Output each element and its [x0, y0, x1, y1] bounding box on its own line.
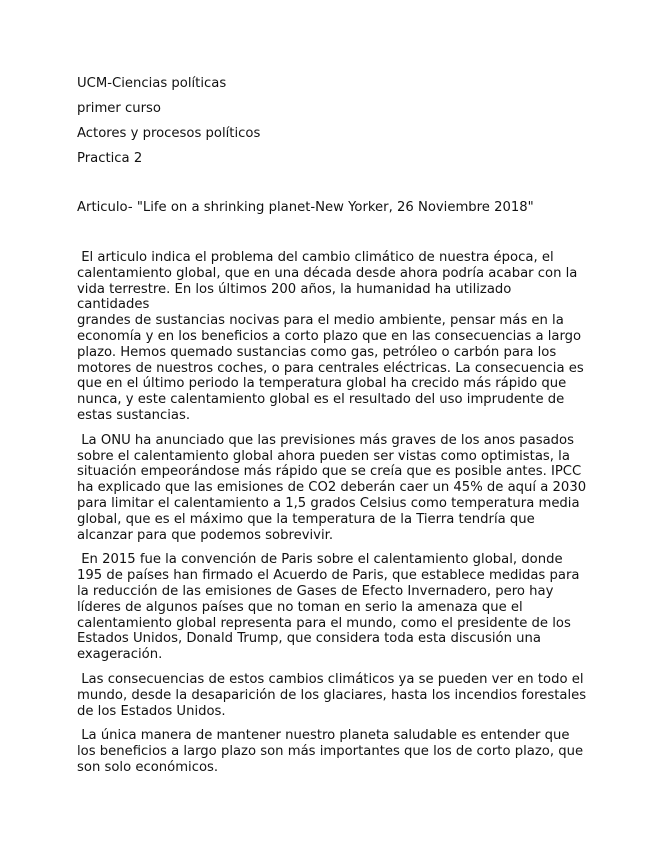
header-subject: Actores y procesos políticos	[77, 126, 261, 141]
header-course: primer curso	[77, 101, 161, 116]
body-text	[77, 250, 587, 785]
header-university: UCM-Ciencias políticas	[77, 76, 227, 91]
paragraph-4: Las consecuencias de estos cambios climáticos ya se pueden ver en todo el mundo, desde la desaparición de los glaciares, hasta los incendios forestales de los Estados Unidos.	[77, 671, 587, 719]
paragraph-5: La única manera de mantener nuestro planeta saludable es entender que los beneficios a largo plazo son más importantes que los de corto plazo, que son solo económicos.	[77, 728, 584, 775]
article-reference: Articulo- "Life on a shrinking planet-New Yorker, 26 Noviembre 2018"	[77, 200, 534, 215]
paragraph-2: La ONU ha anunciado que las previsiones más graves de los anos pasados sobre el calentamiento global ahora pueden ser vistas como optimistas, la situación empeorándose más rápido que se creía que es posible antes. IPCC ha explicado que las emisiones de CO2 deberán caer un 45% de aquí a 2030 para limitar el calentamiento a 1,5 grados Celsius como temperatura media global, que es el máximo que la temperatura de la Tierra tendría que alcanzar para que podemos sobrevivir.	[77, 432, 587, 543]
header-assignment: Practica 2	[77, 151, 143, 166]
paragraph-3: En 2015 fue la convención de Paris sobre el calentamiento global, donde 195 de países han firmado el Acuerdo de Paris, que establece medidas para la reducción de las emisiones de Gases de Efecto Invernadero, pero hay líderes de algunos países que no toman en serio la amenaza que el calentamiento global representa para el mundo, como el presidente de los Estados Unidos, Donald Trump, que considera toda esta discusión una exageración.	[77, 552, 580, 663]
paragraph-1: El articulo indica el problema del cambio climático de nuestra época, el calentamiento global, que en una década desde ahora podría acabar con la vida terrestre. En los últimos 200 años, la humanidad ha utilizado cantidades grandes de sustancias nocivas para el medio ambiente, pensar más en la economía y en los beneficios a corto plazo que en las consecuencias a largo plazo. Hemos quemado sustancias como gas, petróleo o carbón para los motores de nuestros coches, o para centrales eléctricas. La consecuencia es que en el último periodo la temperatura global ha crecido más rápido que nunca, y este calentamiento global es el resultado del uso imprudente de estas sustancias.	[77, 250, 584, 423]
